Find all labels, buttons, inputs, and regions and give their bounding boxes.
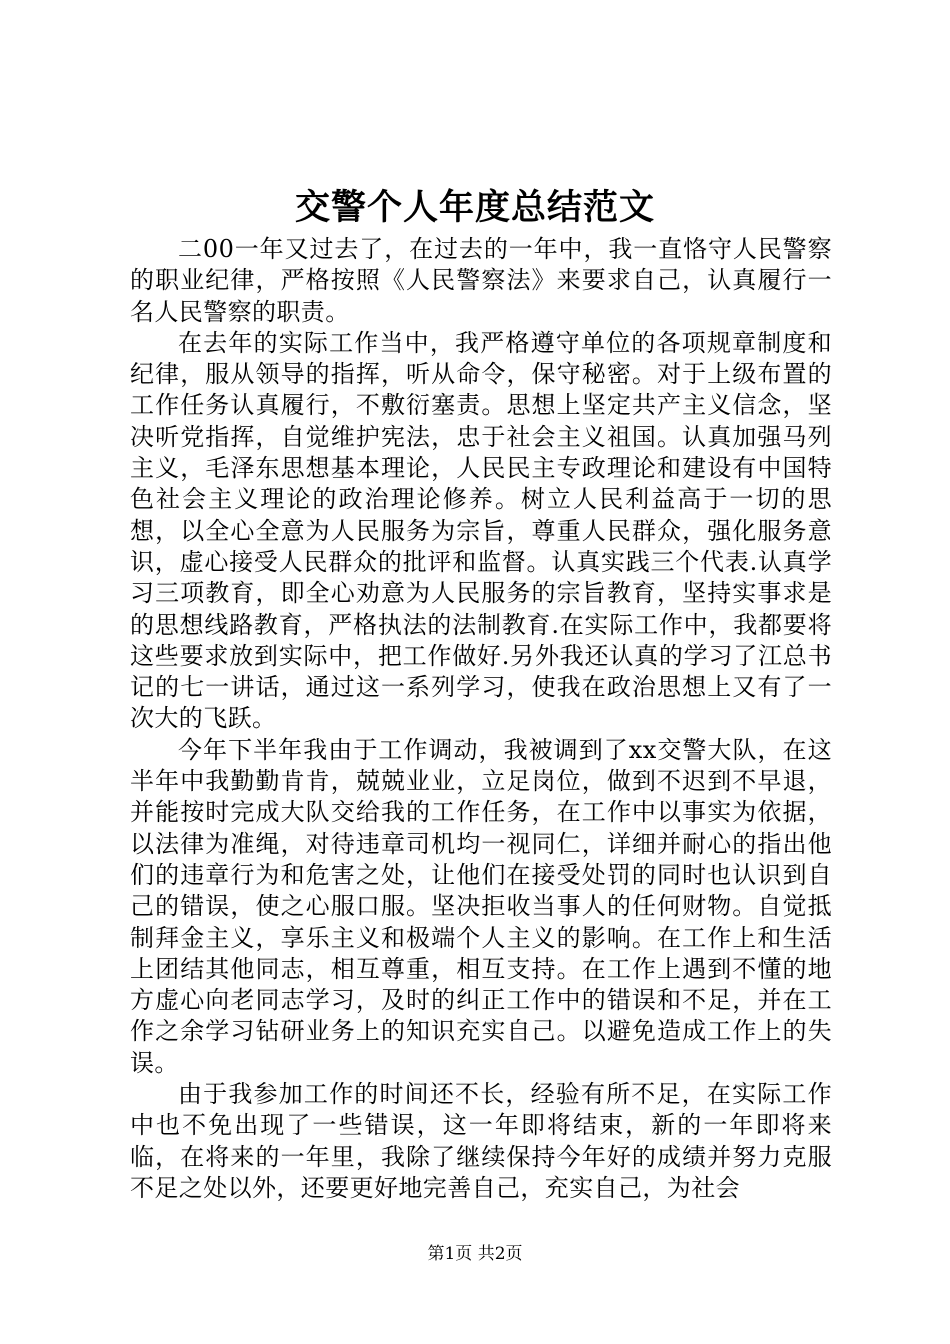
paragraph-future-plan: 由于我参加工作的时间还不长，经验有所不足，在实际工作中也不免出现了一些错误，这一年即将结束，新的一年即将来临，在将来的一年里，我除了继续保持今年好的成绩并努力克服不足之处以外，还要更好地完善自己，充实自己，为社会 bbox=[130, 1080, 832, 1202]
page-footer: 第1页 共2页 bbox=[427, 1244, 523, 1264]
document-body bbox=[130, 234, 832, 1204]
paragraph-traffic-work: 今年下半年我由于工作调动，我被调到了xx交警大队，在这半年中我勤勤肯肯，兢兢业业，立足岗位，做到不迟到不早退，并能按时完成大队交给我的工作任务，在工作中以事实为依据，以法律为准绳，对待违章司机均一视同仁，详细并耐心的指出他们的违章行为和危害之处，让他们在接受处罚的同时也认识到自己的错误，使之心服口服。坚决拒收当事人的任何财物。自觉抵制拜金主义，享乐主义和极端个人主义的影响。在工作上和生活上团结其他同志，相互尊重，相互支持。在工作上遇到不懂的地方虚心向老同志学习，及时的纠正工作中的错误和不足，并在工作之余学习钻研业务上的知识充实自己。以避免造成工作上的失误。 bbox=[130, 735, 832, 1077]
document-title: 交警个人年度总结范文 bbox=[294, 187, 655, 228]
paragraph-intro: 二00一年又过去了，在过去的一年中，我一直恪守人民警察的职业纪律，严格按照《人民警察法》来要求自己，认真履行一名人民警察的职责。 bbox=[130, 235, 832, 326]
paragraph-political-study: 在去年的实际工作当中，我严格遵守单位的各项规章制度和纪律，服从领导的指挥，听从命令，保守秘密。对于上级布置的工作任务认真履行，不敷衍塞责。思想上坚定共产主义信念，坚决听党指挥，自觉维护宪法，忠于社会主义祖国。认真加强马列主义，毛泽东思想基本理论，人民民主专政理论和建设有中国特色社会主义理论的政治理论修养。树立人民利益高于一切的思想，以全心全意为人民服务为宗旨，尊重人民群众，强化服务意识，虚心接受人民群众的批评和监督。认真实践三个代表.认真学习三项教育，即全心劝意为人民服务的宗旨教育，坚持实事求是的思想线路教育，严格执法的法制教育.在实际工作中，我都要将这些要求放到实际中，把工作做好.另外我还认真的学习了江总书记的七一讲话，通过这一系列学习，使我在政治思想上又有了一次大的飞跃。 bbox=[130, 328, 832, 733]
